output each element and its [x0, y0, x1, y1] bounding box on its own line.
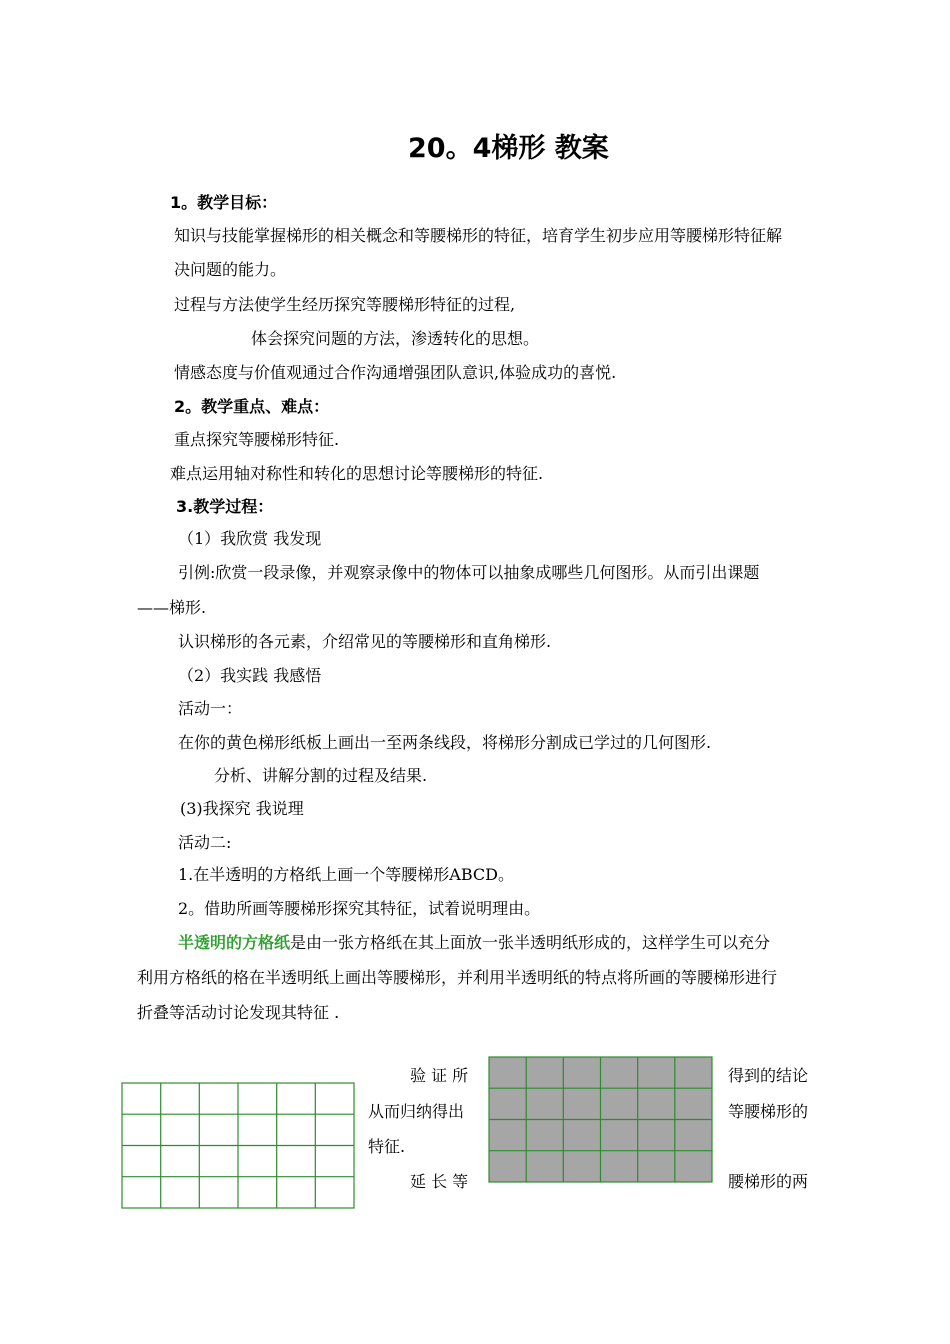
- float-left-line-3: 特征.: [368, 1137, 406, 1156]
- page-title: 20。4梯形 教案: [408, 133, 609, 164]
- paper-desc-line-3: 折叠等活动讨论发现其特征 .: [137, 1003, 340, 1022]
- step-1-heading: （1）我欣赏 我发现: [178, 529, 322, 548]
- goal-emotion: 情感态度与价值观通过合作沟通增强团队意识,体验成功的喜悦.: [174, 363, 617, 382]
- paper-desc-1-text: 是由一张方格纸在其上面放一张半透明纸形成的，这样学生可以充分: [290, 933, 771, 952]
- activity-1-analysis: 分析、讲解分割的过程及结果.: [214, 766, 428, 785]
- paper-desc-line-2: 利用方格纸的格在半透明纸上画出等腰梯形，并利用半透明纸的特点将所画的等腰梯形进行: [137, 968, 778, 987]
- goal-process-line-2: 体会探究问题的方法，渗透转化的思想。: [251, 329, 540, 348]
- paper-desc-line-1: [178, 933, 770, 953]
- float-right-line-1: 得到的结论: [728, 1066, 809, 1085]
- difficult-point: 难点运用轴对称性和转化的思想讨论等腰梯形的特征.: [170, 464, 544, 483]
- goal-process-line-1: 过程与方法使学生经历探究等腰梯形特征的过程,: [174, 295, 516, 314]
- paper-term: 半透明的方格纸: [178, 933, 291, 952]
- blank-grid-paper: [121, 1082, 356, 1210]
- float-right-line-3: 腰梯形的两: [728, 1172, 809, 1191]
- float-left-line-4: 延 长 等: [410, 1172, 469, 1191]
- activity-2-label: 活动二:: [178, 833, 232, 852]
- activity-2-item-1: 1.在半透明的方格纸上画一个等腰梯形ABCD。: [178, 865, 514, 884]
- process-heading: 3.教学过程：: [176, 497, 274, 516]
- float-left-line-2: 从而归纳得出: [368, 1102, 465, 1121]
- key-heading: 2。教学重点、难点：: [174, 397, 330, 416]
- goal-knowledge-line-1: 知识与技能掌握梯形的相关概念和等腰梯形的特征，培育学生初步应用等腰梯形特征解: [174, 226, 783, 245]
- activity-1-text: 在你的黄色梯形纸板上画出一至两条线段，将梯形分割成已学过的几何图形.: [178, 733, 712, 752]
- goal-knowledge-line-2: 决问题的能力。: [174, 260, 287, 279]
- goals-heading: 1。教学目标：: [170, 193, 278, 212]
- recognize-text: 认识梯形的各元素，介绍常见的等腰梯形和直角梯形.: [178, 632, 552, 651]
- activity-1-label: 活动一：: [178, 699, 243, 718]
- step-3-heading: (3)我探究 我说理: [180, 799, 304, 818]
- intro-line-2: ——梯形.: [137, 598, 207, 617]
- float-right-line-2: 等腰梯形的: [728, 1102, 809, 1121]
- float-left-line-1: 验 证 所: [410, 1066, 469, 1085]
- activity-2-item-2: 2。借助所画等腰梯形探究其特征，试着说明理由。: [178, 899, 541, 918]
- step-2-heading: （2）我实践 我感悟: [178, 666, 322, 685]
- intro-line-1: 引例:欣赏一段录像，并观察录像中的物体可以抽象成哪些几何图形。从而引出课题: [178, 563, 760, 582]
- key-point: 重点探究等腰梯形特征.: [174, 430, 340, 449]
- translucent-grid-paper: [488, 1056, 714, 1184]
